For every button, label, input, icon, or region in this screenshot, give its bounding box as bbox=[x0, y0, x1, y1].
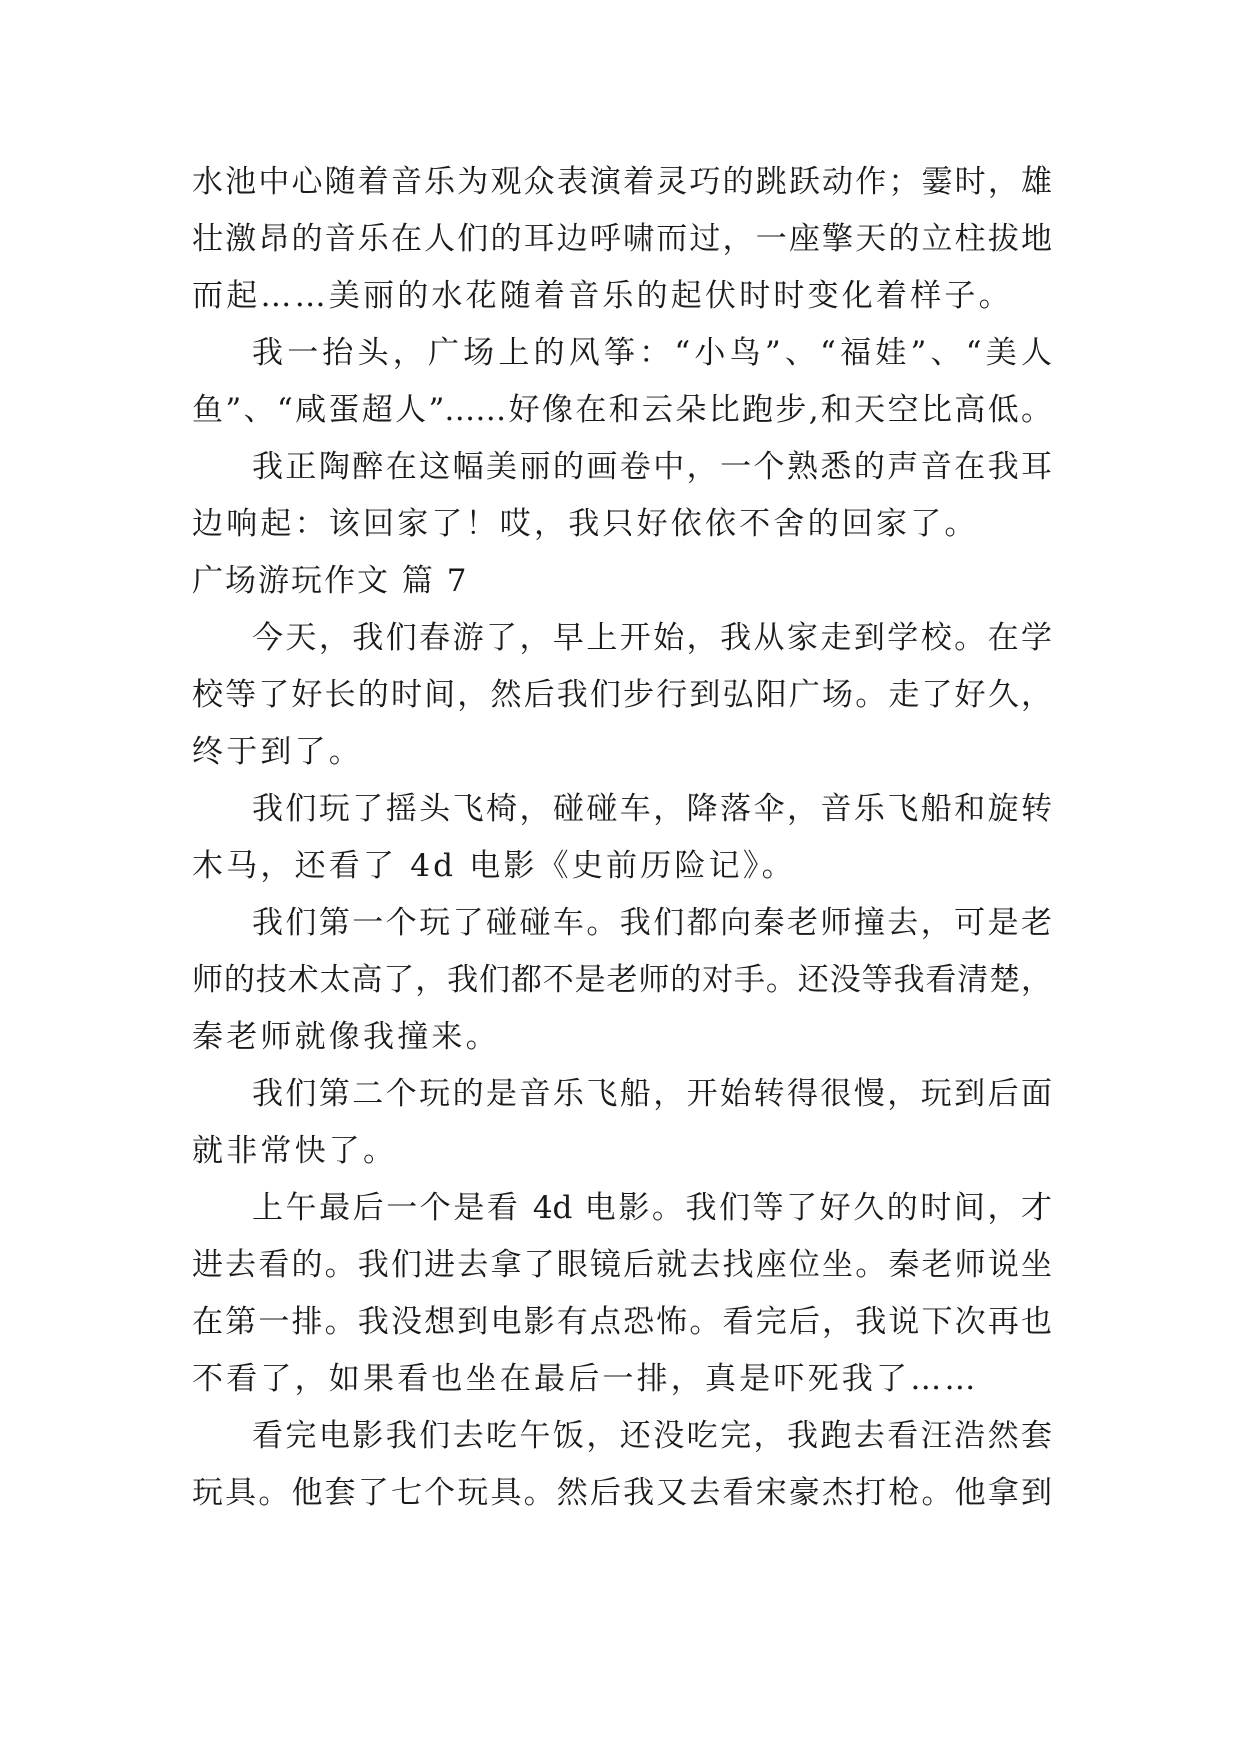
paragraph-first-line: 我们第一个玩了碰碰车。我们都向秦老师撞去，可是老 bbox=[252, 905, 1052, 941]
paragraph-first-line: 我一抬头，广场上的风筝：“小鸟”、“福娃”、“美人 bbox=[252, 335, 1052, 371]
text-line: 鱼”、“咸蛋超人”……好像在和云朵比跑步,和天空比高低。 bbox=[192, 392, 1052, 428]
text-line: 终于到了。 bbox=[192, 734, 363, 770]
paragraph-first-line: 我正陶醉在这幅美丽的画卷中，一个熟悉的声音在我耳 bbox=[252, 449, 1052, 485]
text-line: 边响起：该回家了！哎，我只好依依不舍的回家了。 bbox=[192, 506, 979, 542]
paragraph-first-line: 看完电影我们去吃午饭，还没吃完，我跑去看汪浩然套 bbox=[252, 1418, 1052, 1454]
text-line: 师的技术太高了，我们都不是老师的对手。还没等我看清楚， bbox=[192, 962, 1052, 998]
paragraph-first-line: 今天，我们春游了，早上开始，我从家走到学校。在学 bbox=[252, 620, 1052, 656]
text-line: 进去看的。我们进去拿了眼镜后就去找座位坐。秦老师说坐 bbox=[192, 1247, 1052, 1283]
text-line: 而起……美丽的水花随着音乐的起伏时时变化着样子。 bbox=[192, 278, 1013, 314]
section-heading: 广场游玩作文 篇 7 bbox=[192, 563, 469, 599]
text-line: 秦老师就像我撞来。 bbox=[192, 1019, 500, 1055]
text-line: 校等了好长的时间，然后我们步行到弘阳广场。走了好久， bbox=[192, 677, 1052, 713]
text-line: 壮激昂的音乐在人们的耳边呼啸而过，一座擎天的立柱拔地 bbox=[192, 221, 1052, 257]
text-line: 就非常快了。 bbox=[192, 1133, 398, 1169]
paragraph-first-line: 我们玩了摇头飞椅，碰碰车，降落伞，音乐飞船和旋转 bbox=[252, 791, 1052, 827]
paragraph-first-line: 我们第二个玩的是音乐飞船，开始转得很慢，玩到后面 bbox=[252, 1076, 1052, 1112]
text-line: 玩具。他套了七个玩具。然后我又去看宋豪杰打枪。他拿到 bbox=[192, 1475, 1052, 1511]
paragraph-first-line: 上午最后一个是看 4d 电影。我们等了好久的时间，才 bbox=[252, 1190, 1052, 1226]
text-line: 不看了，如果看也坐在最后一排，真是吓死我了…… bbox=[192, 1361, 979, 1397]
text-line: 水池中心随着音乐为观众表演着灵巧的跳跃动作；霎时，雄 bbox=[192, 164, 1052, 200]
text-line: 木马，还看了 4d 电影《史前历险记》。 bbox=[192, 848, 796, 884]
text-line: 在第一排。我没想到电影有点恐怖。看完后，我说下次再也 bbox=[192, 1304, 1052, 1340]
